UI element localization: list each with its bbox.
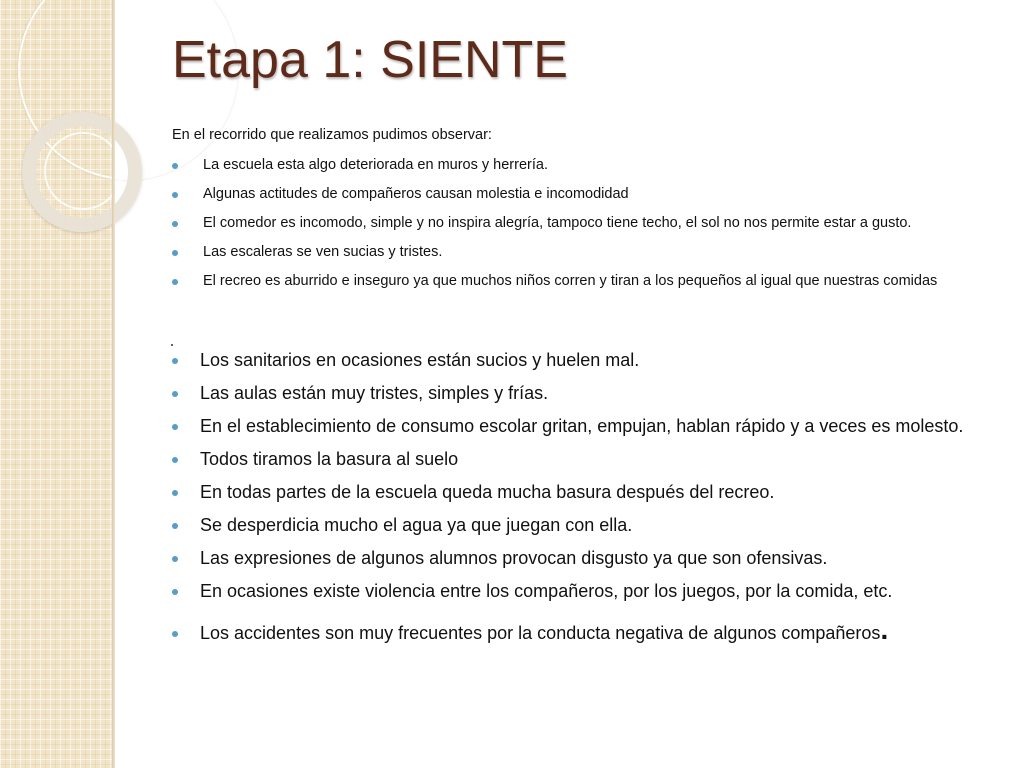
bullet-icon [172, 221, 178, 227]
list-item [172, 242, 972, 263]
bullet-icon [172, 163, 178, 169]
bullet-icon [172, 556, 178, 562]
list-item [172, 513, 972, 537]
list-item-text: Todos tiramos la basura al suelo [200, 449, 459, 469]
observation-list-small [172, 155, 972, 300]
list-item [172, 213, 972, 234]
decorative-side-panel [0, 0, 112, 768]
closing-period: . [880, 614, 889, 645]
list-item [172, 155, 972, 176]
bullet-icon [172, 192, 178, 198]
side-panel-edge [112, 0, 115, 768]
list-item-text: La escuela esta algo deteriorada en muros y herrería. [203, 157, 548, 173]
slide-title: Etapa 1: SIENTE [172, 31, 568, 89]
bullet-icon [172, 490, 178, 496]
list-item [172, 184, 972, 205]
list-item [172, 447, 972, 471]
observation-list-large [172, 348, 972, 654]
bullet-icon [172, 358, 178, 364]
list-item-text: Se desperdicia mucho el agua ya que juegan con ella. [200, 515, 633, 535]
intro-text: En el recorrido que realizamos pudimos observar: [172, 127, 492, 143]
list-item-text: El comedor es incomodo, simple y no inspira alegría, tampoco tiene techo, el sol no nos permite estar a gusto. [203, 215, 912, 231]
bullet-icon [172, 631, 178, 637]
bullet-icon [172, 250, 178, 256]
list-item [172, 614, 972, 645]
bullet-icon [172, 523, 178, 529]
list-item-text: Las escaleras se ven sucias y tristes. [203, 244, 443, 260]
bullet-icon [172, 391, 178, 397]
bullet-icon [172, 424, 178, 430]
list-item-text: En el establecimiento de consumo escolar gritan, empujan, hablan rápido y a veces es molesto. [200, 416, 964, 436]
list-item-text: Las aulas están muy tristes, simples y frías. [200, 383, 549, 403]
bullet-icon [172, 279, 178, 285]
list-item-text: Los sanitarios en ocasiones están sucios y huelen mal. [200, 350, 640, 370]
list-item-text: En ocasiones existe violencia entre los compañeros, por los juegos, por la comida, etc. [200, 581, 893, 601]
list-item-text: Los accidentes son muy frecuentes por la conducta negativa de algunos compañeros [200, 623, 881, 643]
list-item [172, 546, 972, 570]
bullet-icon [172, 457, 178, 463]
list-item [172, 271, 972, 292]
list-item [172, 348, 972, 372]
list-item-text: En todas partes de la escuela queda mucha basura después del recreo. [200, 482, 775, 502]
list-item [172, 414, 972, 438]
list-item [172, 381, 972, 405]
stray-dot [171, 344, 173, 346]
bullet-icon [172, 589, 178, 595]
list-item [172, 480, 972, 504]
list-item-text: Algunas actitudes de compañeros causan molestia e incomodidad [203, 186, 629, 202]
decorative-ring-inner [44, 132, 122, 210]
list-item-text: El recreo es aburrido e inseguro ya que muchos niños corren y tiran a los pequeños al igual que nuestras comidas [203, 273, 938, 289]
list-item [172, 579, 972, 603]
list-item-text: Las expresiones de algunos alumnos provocan disgusto ya que son ofensivas. [200, 548, 828, 568]
